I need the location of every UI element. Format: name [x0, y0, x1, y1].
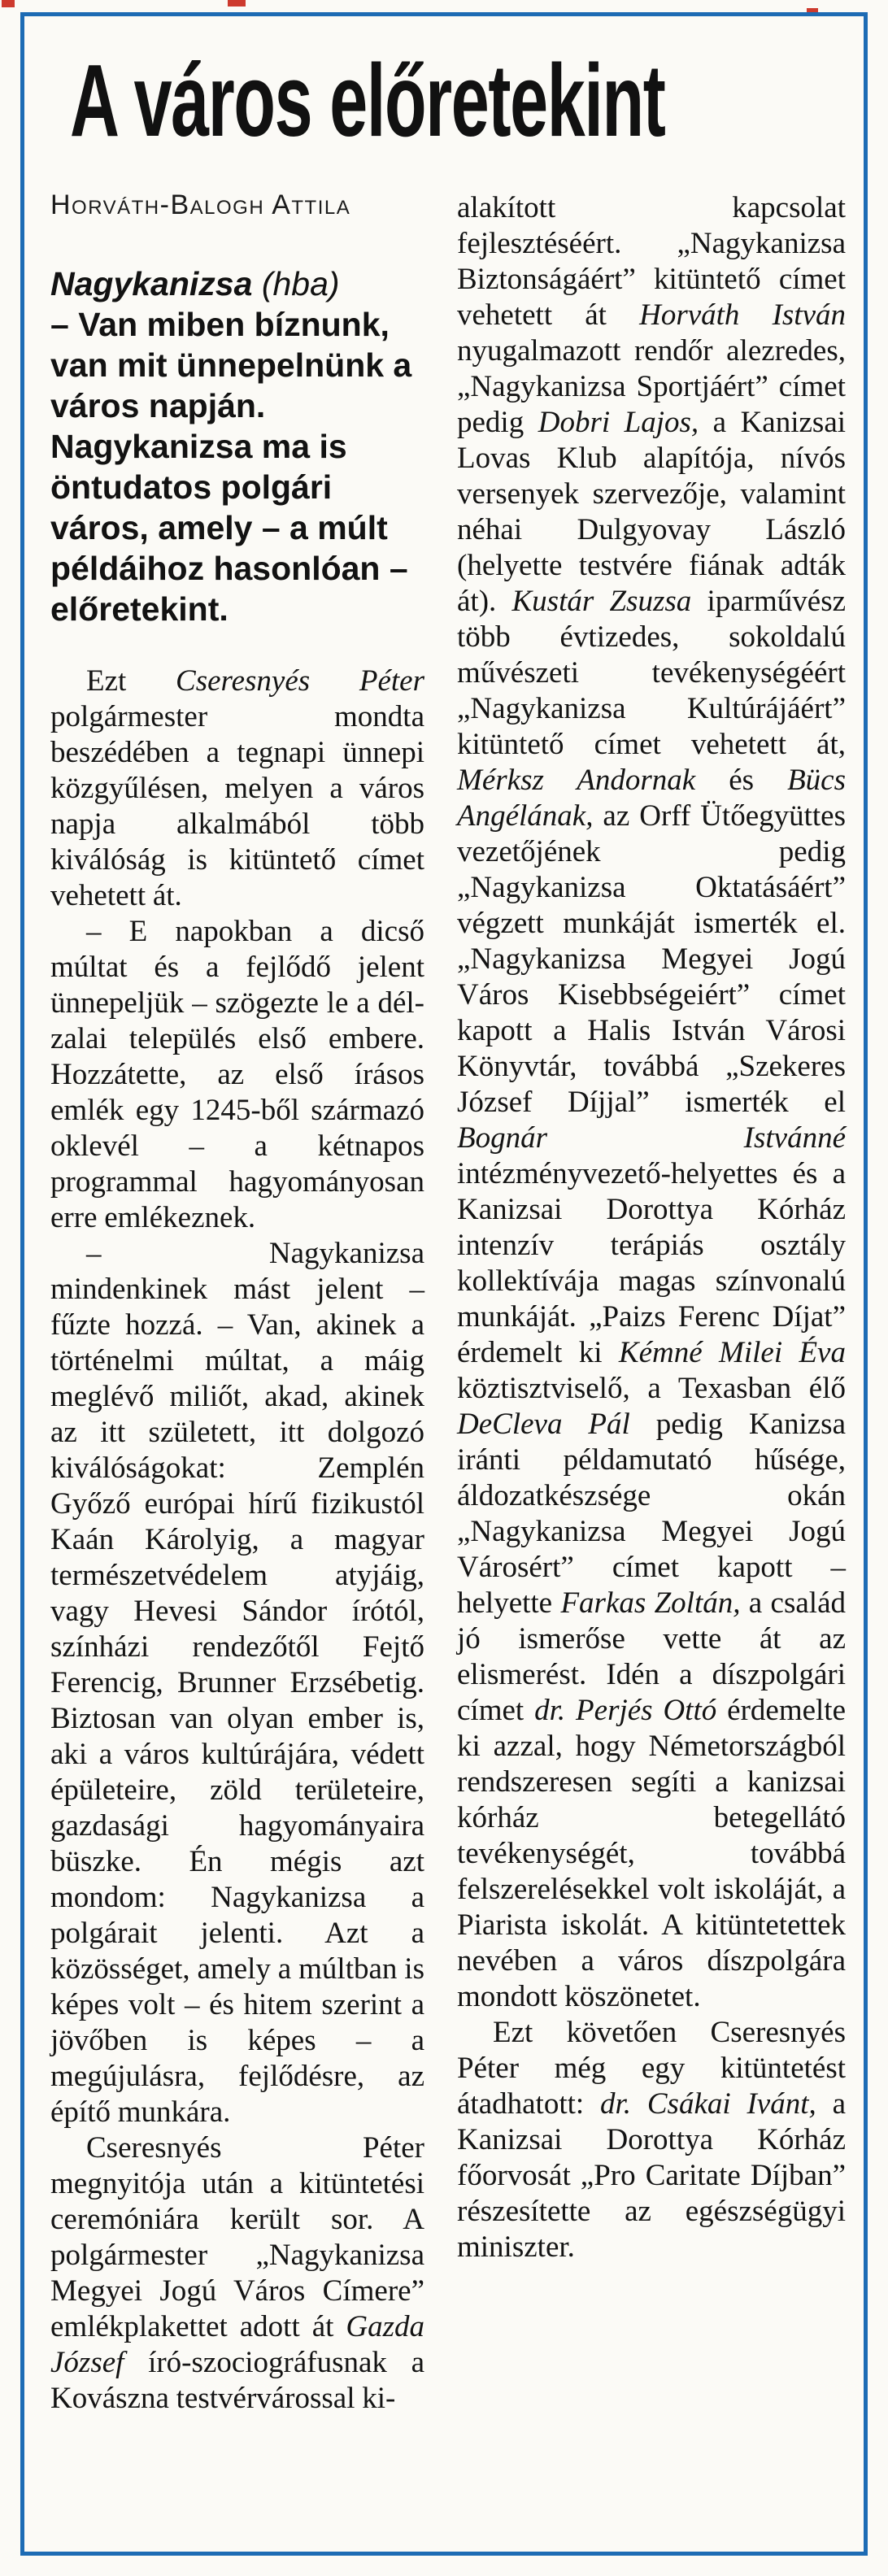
person-name-italic: Gazda József	[50, 2310, 424, 2379]
body-paragraph	[50, 914, 424, 1236]
person-name-italic: Horváth István	[639, 298, 846, 332]
text-run: köztisztviselő, a Texasban élő	[457, 1372, 846, 1405]
text-run: polgármester mondta beszédében a tegnapi ünnepi közgyűlésen, melyen a város napja alkalmából több kiválóság is kitüntető címet vehetett át.	[50, 700, 424, 912]
text-run: a Kanizsai Dorottya Kórház főorvosát „Pro Caritate Díjban” részesítette az egészségügyi miniszter.	[457, 2087, 846, 2264]
body-paragraph	[50, 2130, 424, 2417]
text-run: Ezt	[86, 664, 176, 698]
body-paragraph	[457, 2015, 846, 2265]
body-paragraph	[457, 190, 846, 2015]
lead-paragraph	[50, 263, 424, 629]
text-run: a család jó ismerőse vette át az elismerést. Idén a díszpolgári címet	[457, 1586, 847, 1727]
person-name-italic: DeCleva Pál	[457, 1408, 630, 1441]
text-run: és	[695, 764, 788, 797]
lead-dateline	[50, 263, 424, 304]
text-run: – E napokban a dicső múltat és a fejlődő jelent ünnepeljük – szögezte le a dél-zalai település első embere. Hozzátette, az első írásos emlék egy 1245-ből származó oklevél – a kétnapos programmal hagyományosan erre emlékeznek.	[50, 915, 424, 1234]
text-run: író-szociográfusnak a Kovászna testvérvárossal ki-	[50, 2346, 424, 2415]
left-column-body	[50, 664, 424, 2417]
left-column	[50, 189, 424, 2417]
person-name-italic: Bognár Istvánné	[457, 1121, 846, 1155]
person-name-italic: Farkas Zoltán,	[560, 1586, 741, 1620]
person-name-italic: dr. Csákai Ivánt,	[600, 2087, 816, 2121]
scan-artifact-mark	[2, 0, 15, 7]
article-title: A város előretekint	[70, 43, 665, 158]
person-name-italic: Bücs Angélának,	[457, 764, 846, 833]
article-frame	[20, 12, 868, 2556]
body-paragraph	[50, 1236, 424, 2130]
text-run: pedig Kanizsa iránti példamutató hűsége, áldozatkészsége okán „Nagykanizsa Megyei Jogú Városért” címet kapott – helyette	[457, 1408, 846, 1620]
right-column	[457, 190, 846, 2265]
person-name-italic: Kustár Zsuzsa	[511, 585, 692, 618]
person-name-italic: Dobri Lajos,	[538, 406, 699, 439]
text-run: a Kanizsai Lovas Klub alapítója, nívós versenyek szervezője, valamint néhai Dulgyovay László (helyette testvére fiának adták át).	[457, 406, 847, 618]
lead-location: Nagykanizsa	[50, 265, 253, 302]
text-run: Cseresnyés Péter megnyitója után a kitüntetési ceremóniára került sor. A polgármester „Nagykanizsa Megyei Jogú Város Címere” emlékplakettet adott át	[50, 2131, 424, 2343]
text-run: iparművész több évtizedes, sokoldalú művészeti tevékenységéért „Nagykanizsa Kultúrájáért” kitüntető címet vehetett át,	[457, 585, 847, 761]
author-byline: Horváth-Balogh Attila	[50, 189, 351, 220]
person-name-italic: Cseresnyés Péter	[176, 664, 424, 698]
person-name-italic: Kémné Milei Éva	[618, 1336, 846, 1369]
text-run: nyugalmazott rendőr alezredes, „Nagykanizsa Sportjáért” címet pedig	[457, 334, 846, 439]
text-run: – Nagykanizsa mindenkinek mást jelent – fűzte hozzá. – Van, akinek a történelmi múltat, a máig meglévő miliőt, akad, akinek az itt született, itt dolgozó kiválóságokat: Zemplén Győző európai hírű fizikustól Kaán Károlyig, a magyar természetvédelem atyjáig, vagy Hevesi Sándor írótól, színházi rendezőtől Fejtő Ferencig, Brunner Erzsébetig. Biztosan van olyan ember is, aki a város kultúrájára, védett épületeire, zöld területeire, gazdasági hagyományaira büszke. Én mégis azt mondom: Nagykanizsa a polgárait jelenti. Azt a közösséget, amely a múltban is képes volt – és hitem szerint a jövőben is képes – a megújulásra, fejlődésre, az építő munkára.	[50, 1237, 424, 2129]
person-name-italic: dr. Perjés Ottó	[534, 1694, 717, 1727]
text-run: Ezt követően Cseresnyés Péter még egy kitüntetést átadhatott:	[457, 2016, 846, 2121]
text-run: érdemelte ki azzal, hogy Németországból rendszeresen segíti a kanizsai kórház betegellátó tevékenységét, továbbá felszerelésekkel volt iskoláját, a Piarista iskolát. A kitüntetettek nevében a város díszpolgára mondott köszönetet.	[457, 1694, 846, 2013]
text-run: intézményvezető-helyettes és a Kanizsai Dorottya Kórház intenzív terápiás osztály kollektívája magas színvonalú munkáját. „Paizs Ferenc Díjat” érdemelt ki	[457, 1157, 846, 1369]
lead-author-code: (hba)	[261, 265, 340, 302]
right-column-body	[457, 190, 846, 2265]
person-name-italic: Mérksz Andornak	[457, 764, 696, 797]
lead-text: – Van miben bíznunk, van mit ünnepelnünk a város napján. Nagykanizsa ma is öntudatos polgári város, amely – a múlt példáihoz hasonlóan – előretekint.	[50, 306, 412, 628]
body-paragraph	[50, 664, 424, 914]
text-run: alakított kapcsolat fejlesztéséért. „Nagykanizsa Biztonságáért” kitüntető címet vehetett át	[457, 191, 846, 332]
scan-artifact-mark	[228, 0, 246, 7]
text-run: az Orff Ütőegyüttes vezetőjének pedig „Nagykanizsa Oktatásáért” végzett munkáját ismerték el. „Nagykanizsa Megyei Jogú Város Kisebbségeiért” címet kapott a Halis István Városi Könyvtár, továbbá „Szekeres József Díjjal” ismerték el	[457, 799, 846, 1119]
